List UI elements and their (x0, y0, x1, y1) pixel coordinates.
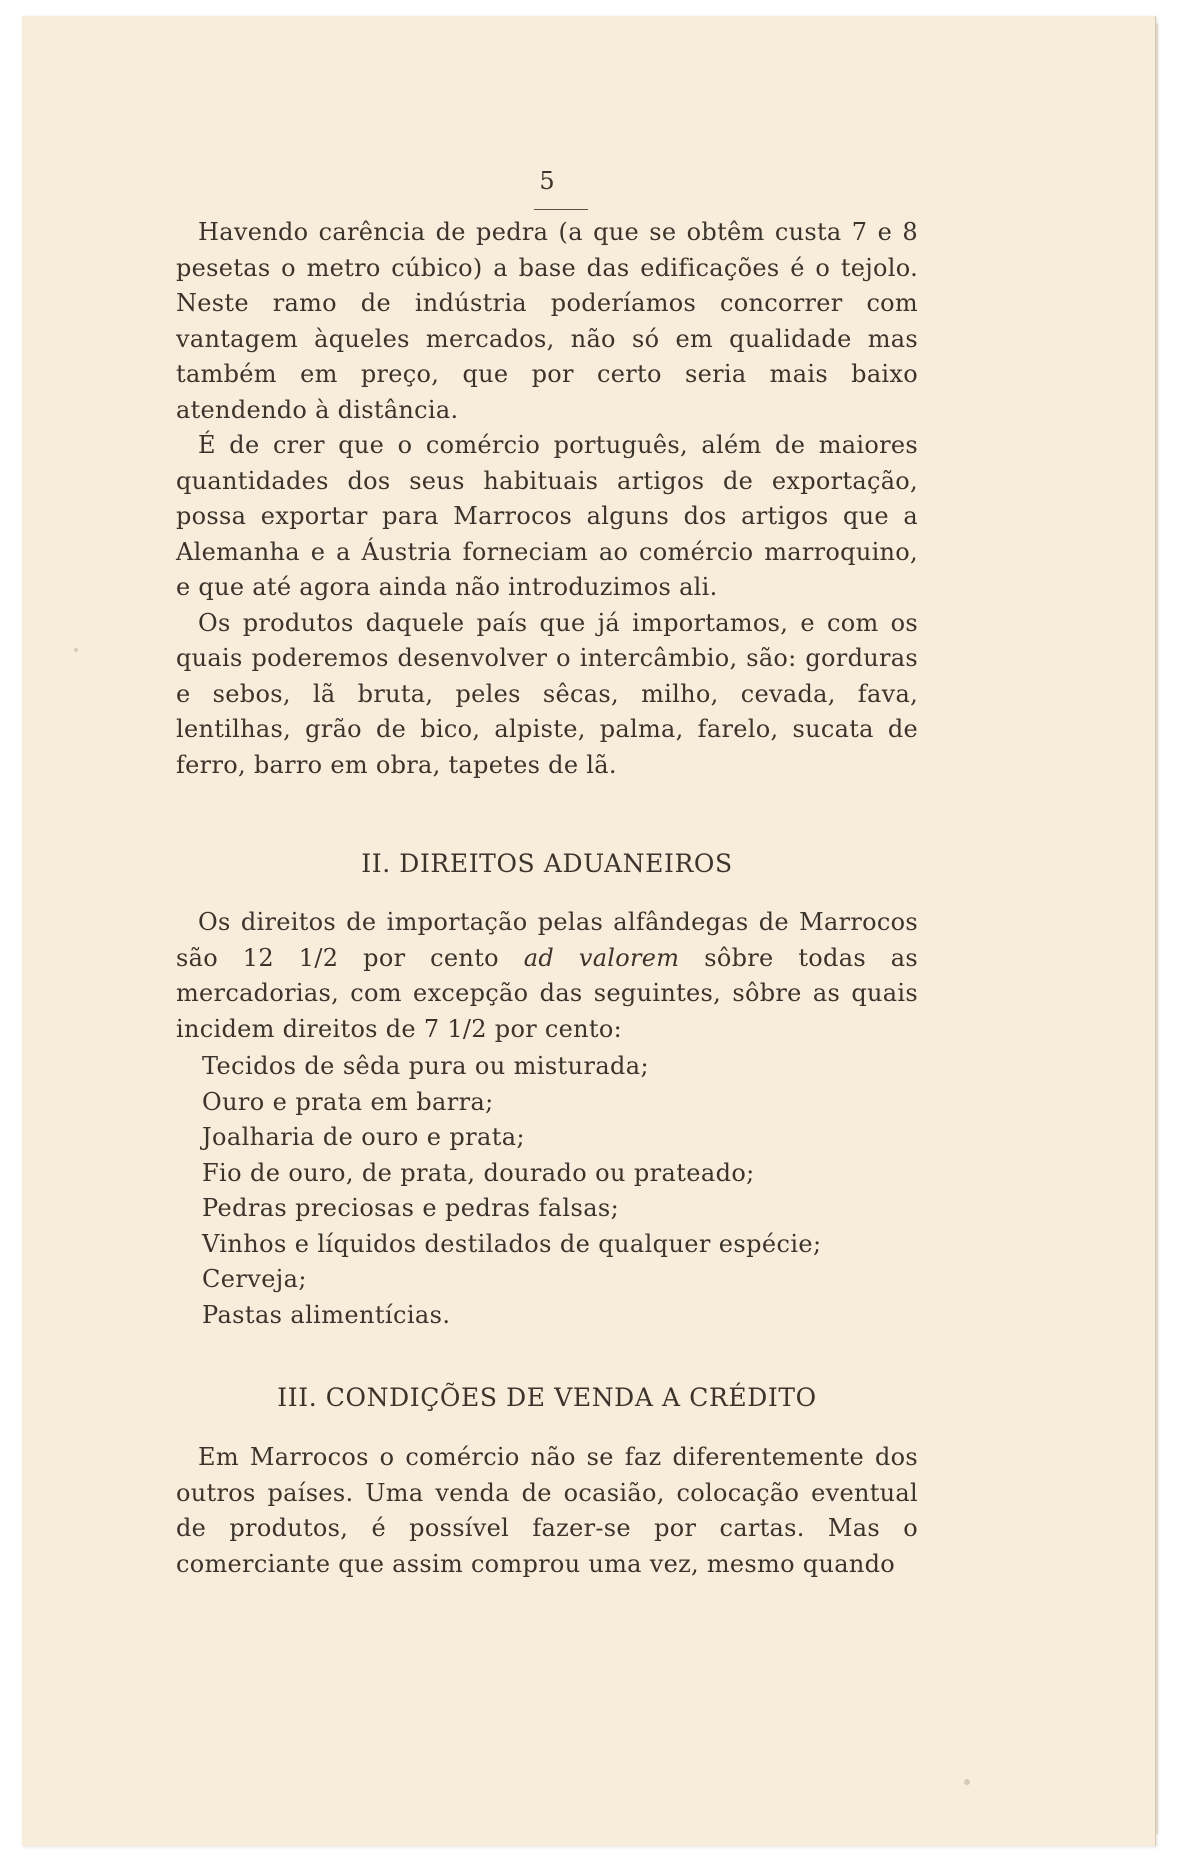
page-number-rule (534, 209, 588, 210)
customs-section (176, 905, 918, 1047)
fraction-half: 1/2 (447, 1014, 487, 1043)
section-title-credit: III. CONDIÇÕES DE VENDA A CRÉDITO (277, 1383, 817, 1412)
list-item: Cerveja; (202, 1265, 307, 1293)
credit-section (176, 1440, 918, 1582)
list-item: Pastas alimentícias. (202, 1300, 451, 1329)
document-page (22, 16, 1156, 1846)
paper-spot (964, 1779, 970, 1785)
list-item: Tecidos de sêda pura ou misturada; (202, 1052, 649, 1080)
exception-list (202, 1049, 922, 1333)
fraction-half: 1/2 (298, 943, 339, 972)
list-item: Fio de ouro, de prata, dourado ou prateado; (202, 1158, 755, 1187)
intro-section (176, 215, 918, 783)
paragraph-credit: Em Marrocos o comércio não se faz diferentemente dos outros países. Uma venda de ocasião, colocação eventual de produtos, é possível fazer-se por cartas. Mas o comerciante que assim comprou uma vez, mesmo quando (176, 1443, 918, 1578)
paragraph-export: É de crer que o comércio português, além de maiores quantidades dos seus habituais artigos de exportação, possa exportar para Marrocos alguns dos artigos que a Alemanha e a Áustria forneciam ao comércio marroquino, e que até agora ainda não introduzimos ali. (176, 431, 918, 601)
paragraph-products: Os produtos daquele país que já importamos, e com os quais poderemos desenvolver o intercâmbio, são: gorduras e sebos, lã bruta, peles sêcas, milho, cevada, fava, lentilhas, grão de bico, alpiste, palma, farelo, sucata de ferro, barro em obra, tapetes de lã. (176, 608, 918, 779)
list-item: Vinhos e líquidos destilados de qualquer espécie; (202, 1229, 822, 1258)
paragraph-customs-duties: Os direitos de importação pelas alfândegas de Marrocos são 12 1/2 por cento ad valorem sôbre todas as mercadorias, com excepção das seguintes, sôbre as quais incidem direitos de 7 1/2 por cento: (176, 908, 918, 1043)
section-title-customs: II. DIREITOS ADUANEIROS (361, 849, 733, 878)
list-item: Pedras preciosas e pedras falsas; (202, 1194, 620, 1222)
paper-spot (74, 648, 78, 652)
list-item: Ouro e prata em barra; (202, 1087, 494, 1116)
list-item: Joalharia de ouro e prata; (202, 1123, 525, 1151)
paragraph-brick: Havendo carência de pedra (a que se obtêm custa 7 e 8 pesetas o metro cúbico) a base das edificações é o tejolo. Neste ramo de indústria poderíamos concorrer com vantagem àqueles mercados, não só em qualidade mas também em preço, que por certo seria mais baixo atendendo à distância. (176, 218, 918, 424)
page-number: 5 (539, 167, 555, 195)
ad-valorem-italic: ad valorem (523, 943, 680, 972)
